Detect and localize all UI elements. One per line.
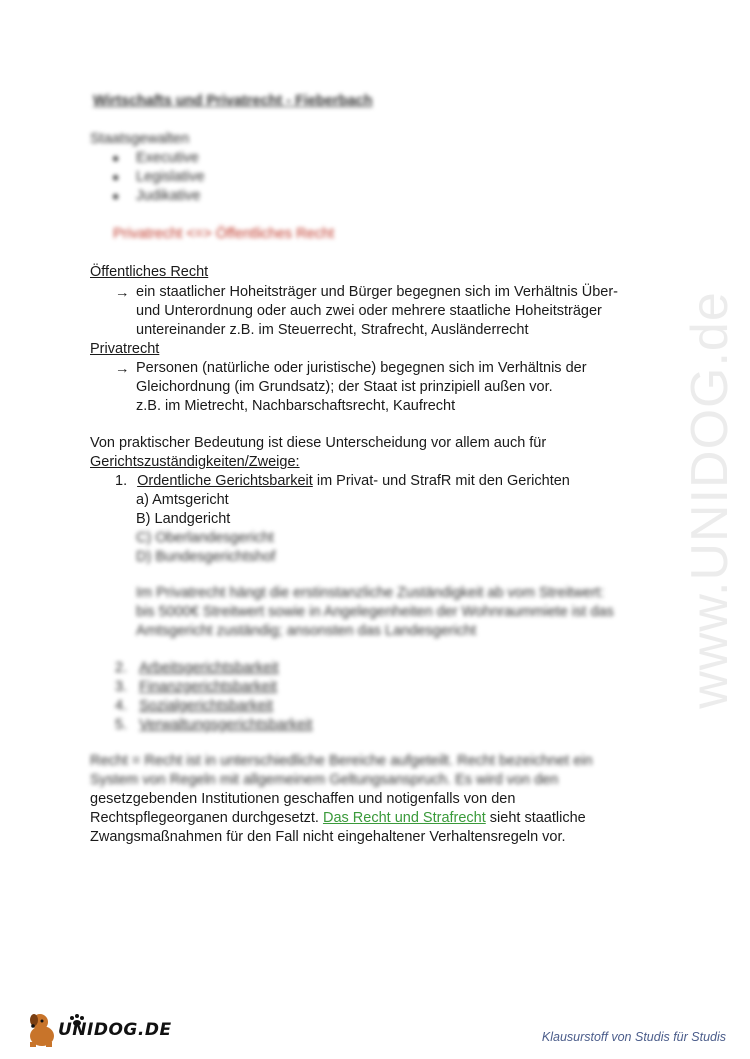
watermark: www.UNIDOG.de [681, 291, 739, 709]
staatsgewalten-heading: Staatsgewalten [90, 131, 190, 147]
sub-item: C) Oberlandesgericht [136, 530, 274, 546]
paragraph-line: Von praktischer Bedeutung ist diese Unterscheidung vor allem auch für [90, 435, 547, 451]
paragraph-line: Im Privatrecht hängt die erstinstanzliche Zuständigkeit ab vom Streitwert: [136, 585, 605, 601]
paragraph-line: Recht = Recht ist in unterschiedliche Bereiche aufgeteilt. Recht bezeichnet ein [90, 753, 593, 769]
sub-item: B) Landgericht [136, 511, 231, 527]
text-segment: sieht staatliche [485, 810, 586, 826]
item-number: 3. [115, 679, 128, 695]
paragraph-line: Personen (natürliche oder juristische) begegnen sich im Verhältnis der [136, 360, 587, 376]
paragraph-line: untereinander z.B. im Steuerrecht, Strafrecht, Ausländerrecht [136, 322, 529, 338]
numbered-item [115, 697, 273, 716]
paragraph-line: bis 5000€ Streitwert sowie in Angelegenheiten der Wohnraummiete ist das [136, 604, 614, 620]
paragraph-line: z.B. im Mietrecht, Nachbarschaftsrecht, Kaufrecht [136, 398, 456, 414]
paragraph-line: ein staatlicher Hoheitsträger und Bürger begegnen sich im Verhältnis Über- [136, 284, 618, 300]
item-number: 1. [115, 473, 128, 489]
numbered-item [115, 678, 277, 697]
item-number: 2. [115, 660, 128, 676]
numbered-item [115, 659, 279, 678]
text-segment: Rechtspflegeorganen durchgesetzt. [90, 810, 323, 826]
ordentliche-gerichtsbarkeit-link[interactable]: Ordentliche Gerichtsbarkeit [137, 473, 313, 489]
list-item: Judikative [136, 188, 201, 204]
sub-item: a) Amtsgericht [136, 492, 229, 508]
item-number: 5. [115, 717, 128, 733]
sozialgerichtsbarkeit-link[interactable]: Sozialgerichtsbarkeit [139, 698, 273, 714]
arbeitsgerichtsbarkeit-link[interactable]: Arbeitsgerichtsbarkeit [139, 660, 279, 676]
footer-tagline: Klausurstoff von Studis für Studis [541, 1030, 726, 1044]
paragraph-line: Zwangsmaßnahmen für den Fall nicht eingehaltener Verhaltensregeln vor. [90, 829, 566, 845]
bullet-icon: ● [112, 189, 120, 203]
bullet-icon: ● [112, 151, 120, 165]
item-text: im Privat- und StrafR mit den Gerichten [312, 473, 570, 489]
item-number: 4. [115, 698, 128, 714]
paragraph-line: System von Regeln mit allgemeinem Geltungsanspruch. Es wird von den [90, 772, 559, 788]
contrast-line: Privatrecht <=> Öffentliches Recht [113, 226, 334, 242]
gerichtszustaendigkeiten-heading: Gerichtszuständigkeiten/Zweige: [90, 454, 300, 470]
footer-logo-text: UNIDOG.DE [58, 1020, 172, 1040]
list-item: Legislative [136, 169, 205, 185]
paragraph-line: Gleichordnung (im Grundsatz); der Staat ist prinzipiell außen vor. [136, 379, 553, 395]
arrow-right-icon: → [115, 285, 130, 301]
privatrecht-heading: Privatrecht [90, 341, 160, 357]
recht-und-strafrecht-link[interactable]: Das Recht und Strafrecht [322, 810, 486, 826]
document-title: Wirtschafts und Privatrecht - Fieberbach [93, 93, 373, 109]
bullet-icon: ● [112, 170, 120, 184]
oeffentliches-recht-heading: Öffentliches Recht [90, 264, 209, 280]
paragraph-line [90, 809, 586, 828]
sub-item: D) Bundesgerichtshof [136, 549, 276, 565]
list-item: Executive [136, 150, 199, 166]
paragraph-line: gesetzgebenden Institutionen geschaffen und notigenfalls von den [90, 791, 516, 807]
paragraph-line: Amtsgericht zuständig; ansonsten das Landesgericht [136, 623, 477, 639]
numbered-item [115, 716, 312, 735]
arrow-right-icon: → [115, 361, 130, 377]
finanzgerichtsbarkeit-link[interactable]: Finanzgerichtsbarkeit [139, 679, 277, 695]
numbered-item [115, 472, 570, 491]
paragraph-line: und Unterordnung oder auch zwei oder mehrere staatliche Hoheitsträger [136, 303, 602, 319]
verwaltungsgerichtsbarkeit-link[interactable]: Verwaltungsgerichtsbarkeit [139, 717, 313, 733]
